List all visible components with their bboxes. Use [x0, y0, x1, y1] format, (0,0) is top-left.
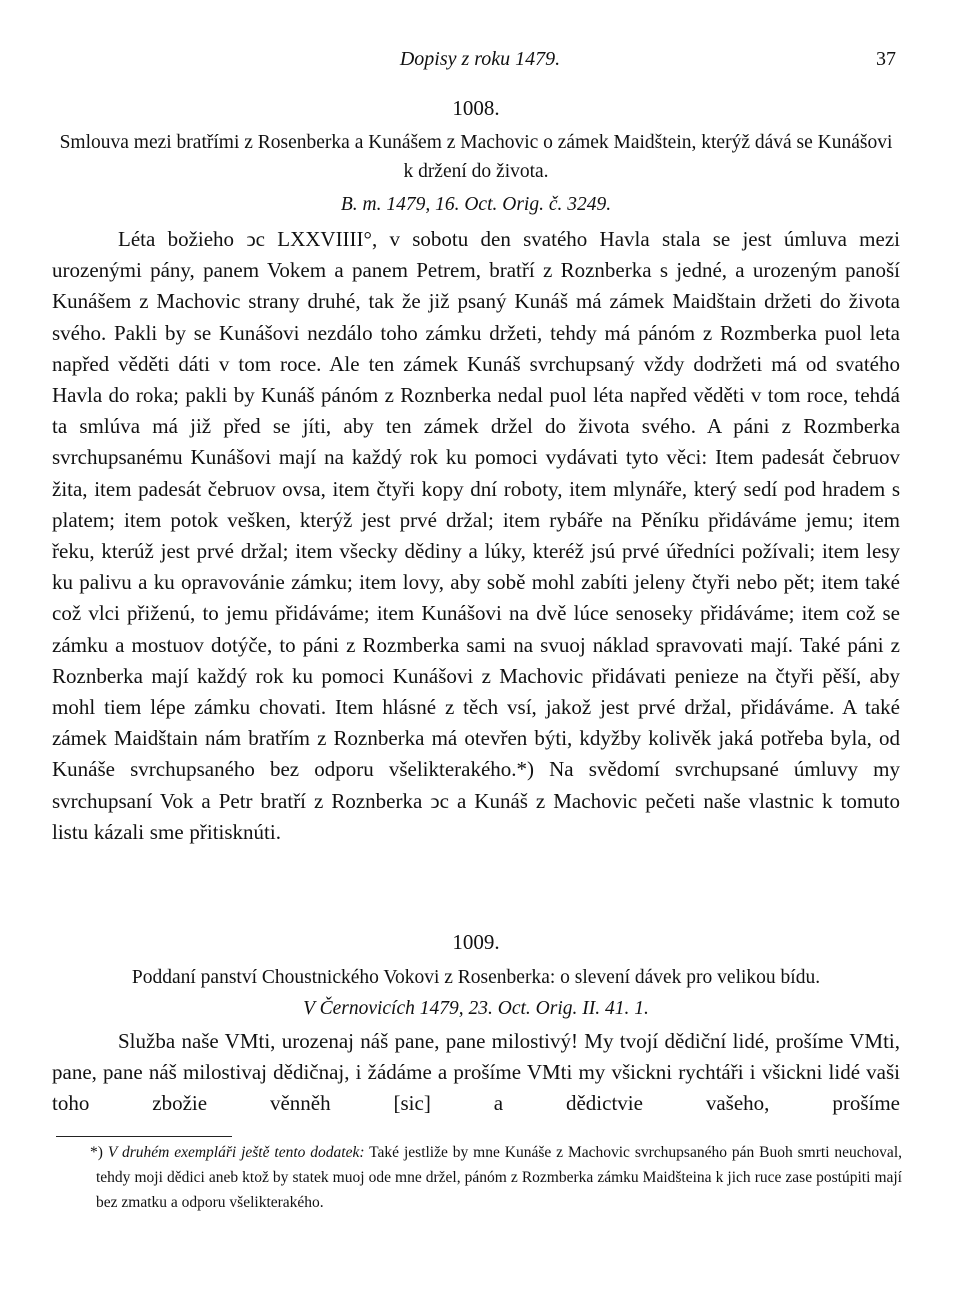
document-heading: Poddaní panství Choustnického Vokovi z Rosenberka: o slevení dávek pro velikou bídu.	[131, 967, 821, 988]
document-body: Léta božieho ↄc LXXVIIII°, v sobotu den svatého Havla stala se jest úmluva mezi urozenými pány, panem Vokem a panem Petrem, bratří z Roznberka s jedné, a urozeným panoší Kunášem z Machovic strany druhé, tak že již psaný Kunáš má zámek Maidštain držeti do života svého. Pakli by se Kunášovi nezdálo toho zámku držeti, tehdy má pánóm z Rozmberka puol leta napřed věděti dáti v tom roce. Ale ten zámek Kunáš svrchupsaný vždy dodržeti má od svatého Havla do roka; pakli by Kunáš pánóm z Roznberka nedal puol léta napřed věděti v tom roce, tehdá ta smlúva má již před se jíti, aby ten zámek držel do života svého. A páni z Rozmberka svrchupsanému Kunášovi mají na každý rok ku pomoci vydávati tyto věci: Item padesát čebruov žita, item padesát čebruov ovsa, item čtyři kopy dní roboty, item mlynáře, který sedí pod hradem s platem; item potok vešken, kterýž jest prvé držal; item rybáře na Pěníku přidáváme jemu; item řeku, kterúž jest prvé držal; item všecky dědiny a lúky, kteréž jsú prvé úředníci požívali; item lesy ku palivu a ku opravovánie zámku; item lovy, aby sobě mohl zabíti jeleny čtyři nebo pět; item také což vlci přiženú, to jemu přidáváme; item Kunášovi na dvě lúce senoseky přidáváme; item což se zámku a mostuov dotýče, to páni z Rozmberka sami na svuoj náklad spravovati mají. Také páni z Roznberka mají každý rok ku pomoci Kunášovi z Machovic přidávati penieze na čtyři pěší, aby mohl tiem lépe zámku chovati. Item hlásné z těch vsí, jakož jest prvé držal, přidáváme. A také zámek Maidštain nám bratřím z Roznberka má otevřen býti, kdyžby kolivěk jaká potřeba byla, od Kunáše svrchupsaného bez odporu všelikterakého.*) Na svědomí svrchupsané úmluvy my svrchupsaní Vok a Petr bratří z Roznberka ↄc a Kunáš z Machovic pečeti naše vlastnic k tomuto listu kázali sme přitisknúti.	[52, 227, 900, 844]
document-heading: Smlouva mezi bratřími z Rosenberka a Kunášem z Machovic o zámek Maidštein, kterýž dává se Kunášovi k držení do života.	[59, 132, 893, 182]
page-number: 37	[876, 48, 896, 70]
document-1009	[52, 928, 900, 1120]
document-1008	[52, 94, 900, 848]
footnote-divider	[56, 1136, 232, 1137]
document-source: B. m. 1479, 16. Oct. Orig. č. 3249.	[340, 194, 612, 215]
running-title: Dopisy z roku 1479.	[399, 48, 561, 70]
document-number: 1008.	[452, 96, 500, 120]
running-head	[0, 46, 960, 74]
document-body: Služba naše VMti, urozenaj náš pane, pane milostivý! My tvojí dědiční lidé, prošíme VMti, pane, pane náš milostivaj dědičnaj, i žádáme a prošíme VMti my všickni rychtáři i všickni lidé vaši toho zbožie věnněh [sic] a dědictvie vašeho, prošíme	[52, 1029, 900, 1116]
footnote-text: Také jestliže by mne Kunáše z Machovic svrchupsaného pán Buoh smrti neuchoval, tehdy moji dědici aneb ktož by statek muoj ode mne držel, pánóm z Rozmberka zámku Maidšteina k jich ruce zase postúpiti mají bez zmatku a odporu všelikterakého.	[96, 1144, 902, 1211]
footnote-marker: *)	[90, 1144, 103, 1161]
document-source: V Černovicích 1479, 23. Oct. Orig. II. 41. 1.	[303, 998, 649, 1019]
footnote-intro: V druhém exempláři ještě tento dodatek:	[107, 1144, 365, 1161]
document-number: 1009.	[452, 930, 500, 954]
footnote	[90, 1140, 902, 1215]
